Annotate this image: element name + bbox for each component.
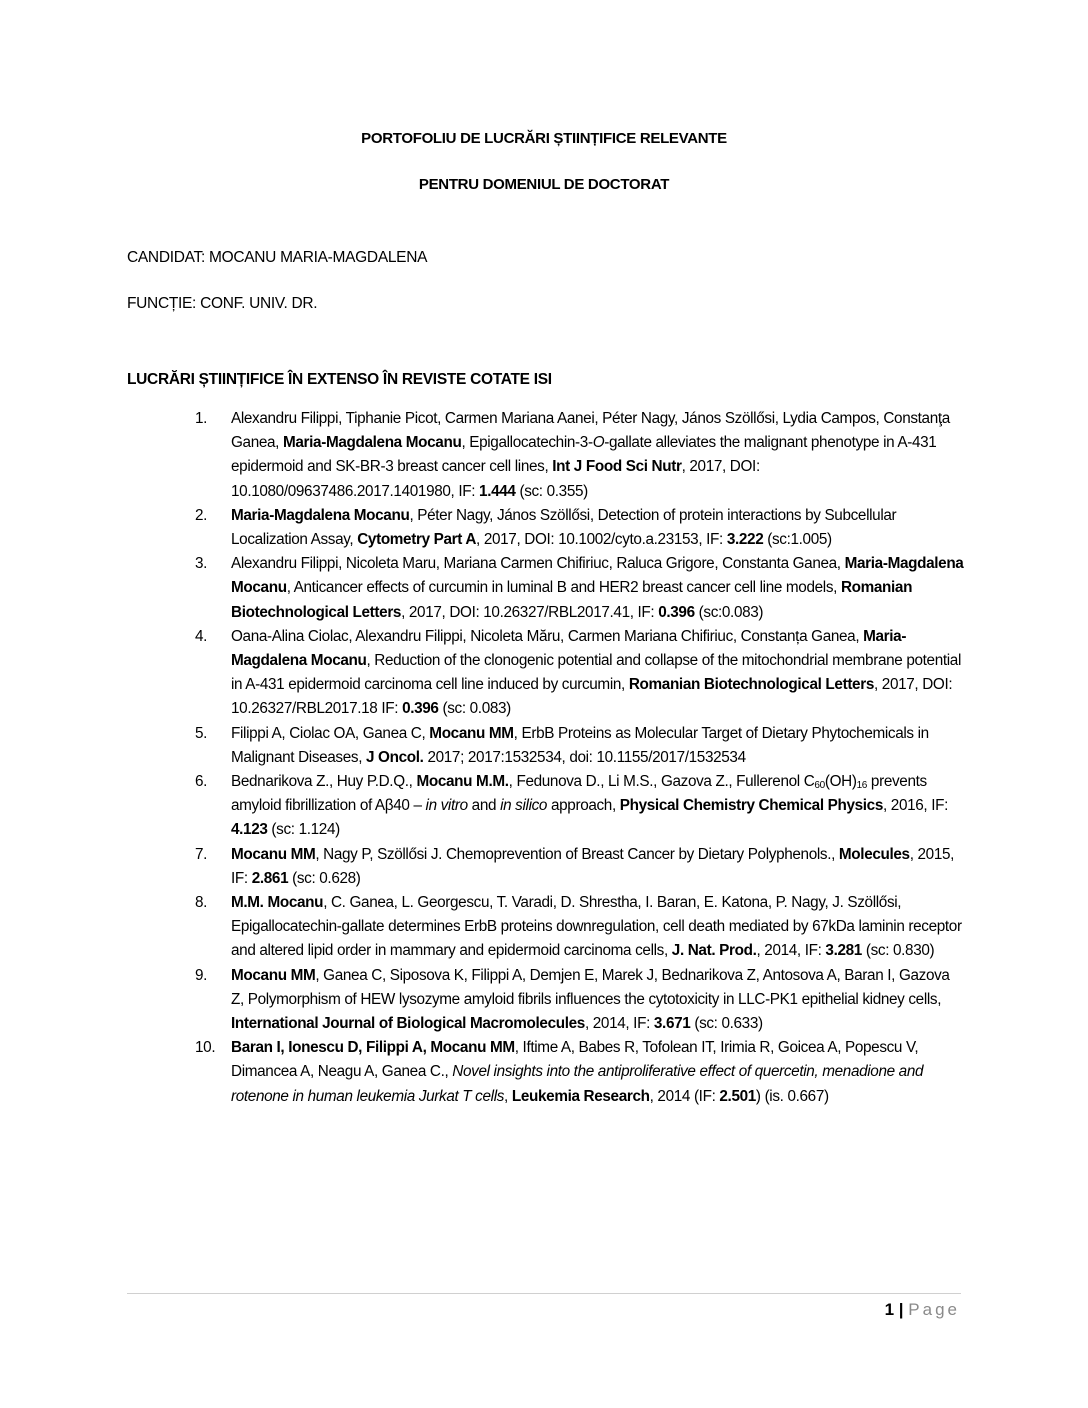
reference-text: , 2017, DOI: 10.1002/cyto.a.23153, IF: bbox=[476, 531, 727, 549]
reference-number: 3. bbox=[195, 555, 208, 573]
reference-emphasis: 0.396 bbox=[658, 603, 695, 621]
reference-number: 10. bbox=[195, 1039, 216, 1057]
reference-text: , 2015, IF: bbox=[231, 845, 955, 887]
document-subtitle: PENTRU DOMENIUL DE DOCTORAT bbox=[418, 176, 670, 193]
reference-item bbox=[195, 891, 965, 964]
reference-emphasis: Cytometry Part A bbox=[357, 531, 477, 549]
reference-text: , 2017, DOI: 10.26327/RBL2017.41, IF: bbox=[401, 603, 659, 621]
reference-emphasis: Maria-Magdalena Mocanu bbox=[231, 555, 964, 597]
reference-emphasis: 0.396 bbox=[402, 700, 439, 718]
reference-text: , Fedunova D., Li M.S., Gazova Z., Fullerenol C bbox=[508, 773, 815, 791]
reference-text: , Iftime A, Babes R, Tofolean IT, Irimia R, Goicea A, Popescu V, Dimancea A, Neagu A, Ganea C., bbox=[231, 1039, 919, 1081]
reference-emphasis: 3.281 bbox=[825, 942, 862, 960]
reference-text: (sc: 0.830) bbox=[861, 942, 935, 960]
reference-text: and bbox=[467, 797, 501, 815]
reference-italic: O bbox=[592, 434, 605, 452]
reference-text: , bbox=[504, 1087, 512, 1105]
reference-emphasis: Int J Food Sci Nutr bbox=[552, 458, 682, 476]
reference-text: , 2014, IF: bbox=[756, 942, 826, 960]
reference-text: (sc:1.005) bbox=[763, 531, 832, 549]
reference-text: -gallate alleviates the malignant phenotype in A-431 epidermoid and SK-BR-3 breast cancer cell lines, bbox=[231, 434, 937, 476]
reference-subscript: 16 bbox=[856, 780, 868, 792]
reference-text: , C. Ganea, L. Georgescu, T. Varadi, D. Shrestha, I. Baran, E. Katona, P. Nagy, J. Szöllősi, Epigallocatechin-gallate determines ErbB proteins downregulation, cell death mediated by 67kDa laminin receptor and altered lipid order in mammary and epidermoid carcinoma cells, bbox=[231, 894, 962, 960]
reference-text: (sc: 0.633) bbox=[690, 1015, 763, 1033]
reference-text: (sc: 1.124) bbox=[267, 821, 340, 839]
reference-number: 7. bbox=[195, 845, 208, 863]
reference-item bbox=[195, 770, 965, 843]
page-footer bbox=[885, 1300, 960, 1320]
reference-italic: in vitro bbox=[425, 797, 468, 815]
reference-text: , 2017, DOI: 10.1080/09637486.2017.1401980, IF: bbox=[231, 458, 760, 500]
reference-text: , Epigallocatechin-3- bbox=[461, 434, 593, 452]
reference-text: (OH) bbox=[824, 773, 857, 791]
reference-text: (sc: 0.628) bbox=[288, 869, 361, 887]
reference-emphasis: 1.444 bbox=[479, 482, 516, 500]
reference-item bbox=[195, 722, 965, 770]
reference-emphasis: Mocanu MM bbox=[231, 966, 316, 984]
reference-number: 9. bbox=[195, 966, 208, 984]
reference-text: Alexandru Filippi, Nicoleta Maru, Mariana Carmen Chifiriuc, Raluca Grigore, Constanta Ganea, bbox=[231, 555, 845, 573]
reference-text: 2017; 2017:1532534, doi: 10.1155/2017/1532534 bbox=[423, 748, 746, 766]
reference-emphasis: Baran I, Ionescu D, Filippi A, bbox=[231, 1039, 431, 1057]
reference-emphasis: Mocanu MM bbox=[430, 1039, 515, 1057]
reference-emphasis: 2.861 bbox=[251, 869, 289, 887]
reference-text: , 2017, DOI: 10.26327/RBL2017.18 IF: bbox=[231, 676, 953, 718]
reference-text: Alexandru Filippi, Tiphanie Picot, Carmen Mariana Aanei, Péter Nagy, János Szöllősi, Lydia Campos, Constanţa Ganea, bbox=[231, 410, 950, 452]
reference-text: , Reduction of the clonogenic potential and collapse of the mitochondrial membrane potential in A-431 epidermoid carcinoma cell line induced by curcumin, bbox=[231, 652, 962, 694]
function-line: FUNCȚIE: CONF. UNIV. DR. bbox=[127, 295, 318, 312]
reference-emphasis: M.M. Mocanu bbox=[231, 894, 324, 912]
reference-emphasis: Leukemia Research bbox=[511, 1087, 650, 1105]
reference-text: , Anticancer effects of curcumin in luminal B and HER2 breast cancer cell line models, bbox=[286, 579, 841, 597]
reference-number: 2. bbox=[195, 506, 208, 524]
reference-number: 8. bbox=[195, 894, 208, 912]
reference-text: approach, bbox=[547, 797, 620, 815]
reference-item bbox=[195, 504, 965, 552]
reference-emphasis: Molecules bbox=[838, 845, 910, 863]
reference-emphasis: Mocanu MM bbox=[429, 724, 514, 742]
page-label: Page bbox=[908, 1300, 960, 1319]
page-number: 1 bbox=[884, 1300, 895, 1319]
reference-emphasis: 3.222 bbox=[726, 531, 764, 549]
reference-emphasis: International Journal of Biological Macromolecules bbox=[231, 1015, 585, 1033]
reference-number: 1. bbox=[195, 410, 208, 427]
reference-emphasis: 2.501 bbox=[719, 1087, 756, 1105]
footer-separator: | bbox=[898, 1300, 904, 1319]
reference-text: Oana-Alina Ciolac, Alexandru Filippi, Nicoleta Măru, Carmen Mariana Chifiriuc, Constanța Ganea, bbox=[231, 627, 864, 645]
reference-emphasis: Maria-Magdalena Mocanu bbox=[282, 434, 462, 452]
reference-emphasis: Romanian Biotechnological Letters bbox=[231, 579, 913, 621]
reference-item bbox=[195, 552, 965, 625]
reference-emphasis: J Oncol. bbox=[366, 748, 424, 766]
reference-text: , Ganea C, Siposova K, Filippi A, Demjen E, Marek J, Bednarikova Z, Antosova A, Baran I, Gazova Z, Polymorphism of HEW lysozyme amyloid fibrils influences the cytotoxicity in LLC-PK1 epithelial kidney cells, bbox=[231, 966, 950, 1008]
reference-emphasis: Mocanu M.M. bbox=[416, 773, 509, 791]
reference-number: 5. bbox=[195, 724, 208, 742]
reference-italic: in silico bbox=[500, 797, 548, 815]
reference-text: , 2016, IF: bbox=[883, 797, 949, 815]
reference-item bbox=[195, 625, 965, 722]
reference-text: Filippi A, Ciolac OA, Ganea C, bbox=[231, 724, 430, 742]
reference-subscript: 60 bbox=[814, 780, 825, 792]
reference-text: , Nagy P, Szöllősi J. Chemoprevention of Breast Cancer by Dietary Polyphenols., bbox=[315, 845, 839, 863]
reference-emphasis: Romanian Biotechnological Letters bbox=[628, 676, 874, 694]
reference-text: ) (is. 0.667) bbox=[755, 1087, 829, 1105]
document-title: PORTOFOLIU DE LUCRĂRI ȘTIINȚIFICE RELEVANTE bbox=[361, 130, 727, 147]
reference-number: 4. bbox=[195, 627, 208, 645]
reference-emphasis: Mocanu MM bbox=[231, 845, 316, 863]
reference-number: 6. bbox=[195, 773, 208, 791]
reference-emphasis: J. Nat. Prod. bbox=[671, 942, 757, 960]
reference-emphasis: Physical Chemistry Chemical Physics bbox=[619, 797, 883, 815]
reference-text: Bednarikova Z., Huy P.D.Q., bbox=[231, 773, 417, 791]
reference-italic: Novel insights into the antiproliferative effect of quercetin, menadione and rotenone in human leukemia Jurkat T cells bbox=[231, 1063, 924, 1105]
footer-divider bbox=[127, 1293, 961, 1294]
candidate-line: CANDIDAT: MOCANU MARIA-MAGDALENA bbox=[127, 249, 428, 266]
reference-text: (sc:0.083) bbox=[694, 603, 764, 621]
reference-list bbox=[195, 407, 965, 1109]
reference-emphasis: 3.671 bbox=[653, 1015, 691, 1033]
reference-text: , 2014, IF: bbox=[584, 1015, 654, 1033]
reference-text: , 2014 (IF: bbox=[649, 1087, 720, 1105]
reference-emphasis: Maria-Magdalena Mocanu bbox=[231, 627, 907, 670]
reference-item bbox=[195, 1036, 965, 1109]
reference-item bbox=[195, 407, 965, 504]
reference-text: prevents amyloid fibrillization of Aβ40 – bbox=[231, 773, 927, 815]
reference-emphasis: Maria-Magdalena Mocanu bbox=[231, 506, 410, 524]
reference-text: (sc: 0.355) bbox=[515, 482, 588, 500]
reference-item bbox=[195, 964, 965, 1037]
reference-item bbox=[195, 843, 965, 891]
reference-text: , ErbB Proteins as Molecular Target of Dietary Phytochemicals in Malignant Diseases, bbox=[231, 724, 929, 766]
reference-text: , Péter Nagy, János Szöllősi, Detection of protein interactions by Subcellular Localization Assay, bbox=[231, 506, 897, 549]
reference-emphasis: 4.123 bbox=[231, 821, 268, 839]
reference-text: (sc: 0.083) bbox=[438, 700, 511, 718]
section-heading: LUCRĂRI ȘTIINȚIFICE ÎN EXTENSO ÎN REVISTE COTATE ISI bbox=[127, 371, 552, 388]
